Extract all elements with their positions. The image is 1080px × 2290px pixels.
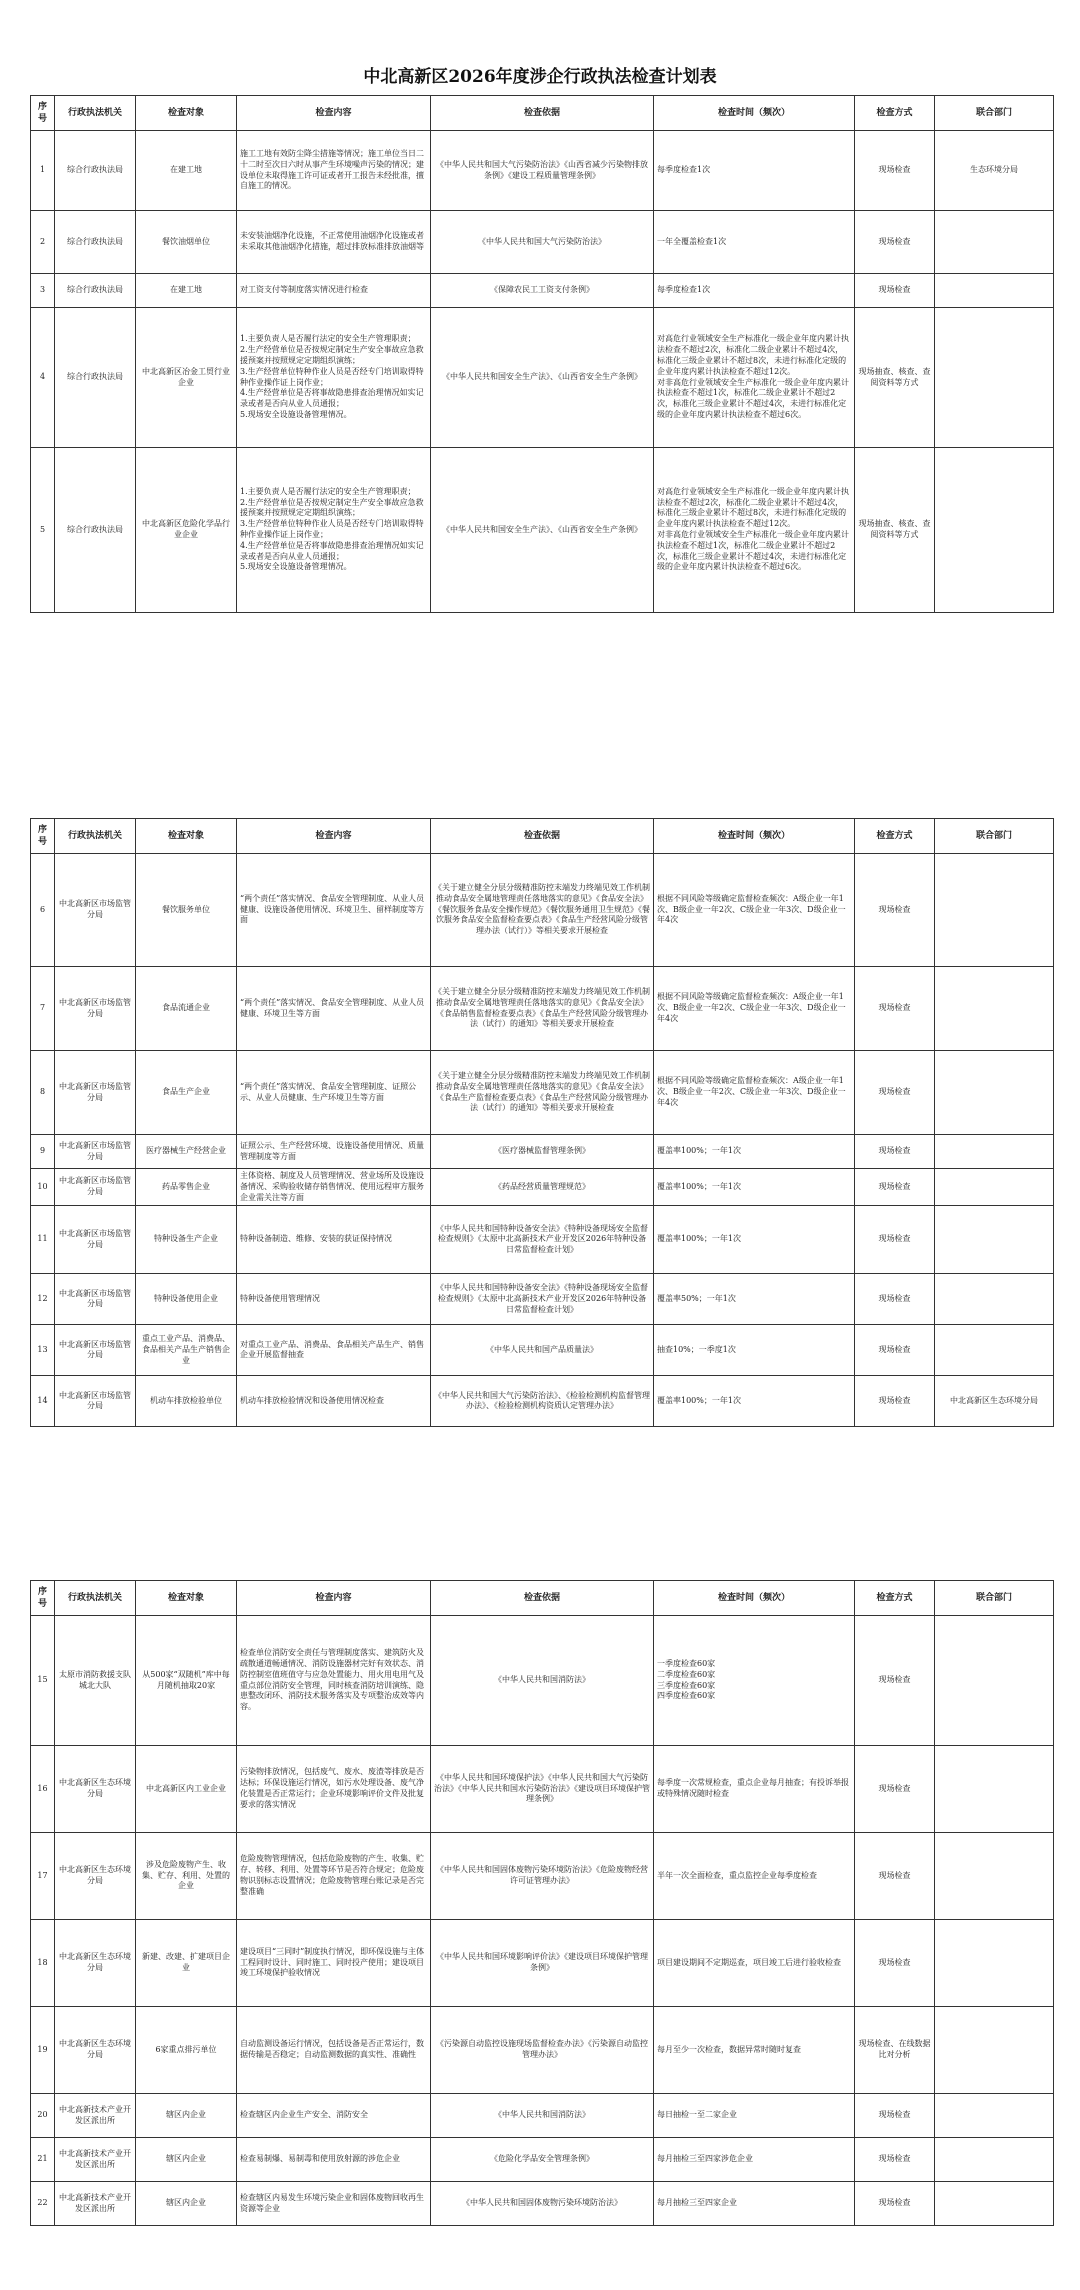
cell-basis: 《关于建立健全分层分级精准防控末端发力终端见效工作机制 推动食品安全属地管理责任落地落实的意见》《食品安全法》《餐饮服务食品安全操作规范》《餐饮服务通用卫生规范》《餐饮服务食品安全监督检查要点表》《食品生产经营风险分级管理办法（试行）》等相关要求开展检查 — [431, 854, 654, 967]
cell-content: 污染物排放情况，包括废气、废水、废渣等排放是否达标；环保设施运行情况，如污水处理设备、废气净化装置是否正常运行；企业环境影响评价文件及批复要求的落实情况 — [237, 1746, 431, 1833]
cell-seq: 4 — [31, 308, 55, 448]
table-row — [31, 1169, 1054, 1206]
cell-dept — [935, 1135, 1054, 1169]
cell-target: 在建工地 — [136, 131, 237, 211]
cell-org: 中北高新区市场监管分局 — [55, 1376, 136, 1427]
cell-org: 太原市消防救援支队城北大队 — [55, 1616, 136, 1746]
cell-seq: 1 — [31, 131, 55, 211]
table-row — [31, 1920, 1054, 2007]
plan-table-part-1 — [30, 95, 1054, 613]
cell-method: 现场抽查、核查、查阅资料等方式 — [855, 308, 935, 448]
table-row — [31, 131, 1054, 211]
column-header: 行政执法机关 — [55, 1581, 136, 1616]
cell-method: 现场检查 — [855, 1206, 935, 1274]
cell-dept — [935, 1616, 1054, 1746]
cell-basis: 《药品经营质量管理规范》 — [431, 1169, 654, 1206]
table-row — [31, 2094, 1054, 2138]
cell-content: “两个责任”落实情况、食品安全管理制度、从业人员健康、环境卫生等方面 — [237, 967, 431, 1051]
cell-org: 中北高新区市场监管分局 — [55, 1051, 136, 1135]
cell-basis: 《保障农民工工资支付条例》 — [431, 274, 654, 308]
cell-basis: 《中华人民共和国固体废物污染环境防治法》 — [431, 2182, 654, 2226]
cell-basis: 《中华人民共和国消防法》 — [431, 1616, 654, 1746]
column-header: 检查时间（频次） — [654, 1581, 855, 1616]
cell-target: 机动车排放检验单位 — [136, 1376, 237, 1427]
cell-dept — [935, 1206, 1054, 1274]
cell-content: 主体资格、制度及人员管理情况、营业场所及设施设备情况、采购验收储存销售情况、使用远程审方服务企业需关注等方面 — [237, 1169, 431, 1206]
cell-content: 建设项目“三同时”制度执行情况，即环保设施与主体工程同时设计、同时施工、同时投产使用；建设项目竣工环境保护验收情况 — [237, 1920, 431, 2007]
column-header: 检查时间（频次） — [654, 819, 855, 854]
column-header: 序号 — [31, 96, 55, 131]
column-header: 检查内容 — [237, 819, 431, 854]
column-header: 检查对象 — [136, 1581, 237, 1616]
cell-target: 食品生产企业 — [136, 1051, 237, 1135]
cell-target: 药品零售企业 — [136, 1169, 237, 1206]
table-row — [31, 1325, 1054, 1376]
column-header: 序号 — [31, 819, 55, 854]
cell-target: 6家重点排污单位 — [136, 2007, 237, 2094]
cell-time: 根据不同风险等级确定监督检查频次：A级企业一年1次、B级企业一年2次、C级企业一年3次、D级企业一年4次 — [654, 1051, 855, 1135]
cell-org: 中北高新技术产业开发区派出所 — [55, 2094, 136, 2138]
cell-seq: 9 — [31, 1135, 55, 1169]
cell-seq: 3 — [31, 274, 55, 308]
cell-seq: 22 — [31, 2182, 55, 2226]
cell-method: 现场检查 — [855, 854, 935, 967]
cell-dept — [935, 1746, 1054, 1833]
cell-time: 每日抽检一至二家企业 — [654, 2094, 855, 2138]
cell-content: 自动监测设备运行情况，包括设备是否正常运行，数据传输是否稳定；自动监测数据的真实性、准确性 — [237, 2007, 431, 2094]
table-row — [31, 2007, 1054, 2094]
table-row — [31, 274, 1054, 308]
table-row — [31, 1833, 1054, 1920]
cell-time: 对高危行业领域安全生产标准化一级企业年度内累计执法检查不超过2次，标准化二级企业累计不超过4次，标准化三级企业累计不超过8次，未进行标准化定级的企业年度内累计执法检查不超过12次。 对非高危行业领域安全生产标准化一级企业年度内累计执法检查不超过1次，标准化二级企业累计不超过2次，标准化三级企业累计不超过4次，未进行标准化定级的企业年度内累计执法检查不超过6次。 — [654, 448, 855, 613]
cell-target: 中北高新区内工业企业 — [136, 1746, 237, 1833]
cell-method: 现场检查 — [855, 2138, 935, 2182]
cell-org: 中北高新区市场监管分局 — [55, 967, 136, 1051]
cell-time: 对高危行业领域安全生产标准化一级企业年度内累计执法检查不超过2次，标准化二级企业累计不超过4次，标准化三级企业累计不超过8次，未进行标准化定级的企业年度内累计执法检查不超过12次。 对非高危行业领域安全生产标准化一级企业年度内累计执法检查不超过1次，标准化二级企业累计不超过2次，标准化三级企业累计不超过4次，未进行标准化定级的企业年度内累计执法检查不超过6次。 — [654, 308, 855, 448]
cell-method: 现场检查、在线数据比对分析 — [855, 2007, 935, 2094]
cell-method: 现场检查 — [855, 1833, 935, 1920]
cell-seq: 14 — [31, 1376, 55, 1427]
cell-content: 证照公示、生产经营环境、设施设备使用情况、质量管理制度等方面 — [237, 1135, 431, 1169]
cell-org: 中北高新区市场监管分局 — [55, 1325, 136, 1376]
cell-method: 现场检查 — [855, 967, 935, 1051]
cell-basis: 《中华人民共和国大气污染防治法》《山西省减少污染物排放条例》《建设工程质量管理条例》 — [431, 131, 654, 211]
cell-seq: 11 — [31, 1206, 55, 1274]
cell-time: 半年一次全面检查，重点监控企业每季度检查 — [654, 1833, 855, 1920]
cell-seq: 6 — [31, 854, 55, 967]
cell-method: 现场检查 — [855, 1169, 935, 1206]
cell-target: 涉及危险废物产生、收集、贮存、利用、处置的企业 — [136, 1833, 237, 1920]
cell-content: 机动车排放检验情况和设备使用情况检查 — [237, 1376, 431, 1427]
cell-org: 中北高新区生态环境分局 — [55, 2007, 136, 2094]
cell-content: 未安装油烟净化设施，不正常使用油烟净化设施或者未采取其他油烟净化措施，超过排放标准排放油烟等 — [237, 211, 431, 274]
cell-target: 辖区内企业 — [136, 2182, 237, 2226]
cell-org: 综合行政执法局 — [55, 308, 136, 448]
cell-content: 施工工地有效防尘降尘措施等情况；施工单位当日二十二时至次日六时从事产生环境噪声污染的情况；建设单位未取得施工许可证或者开工报告未经批准，擅自施工的情况。 — [237, 131, 431, 211]
table-row — [31, 1616, 1054, 1746]
cell-content: 特种设备使用管理情况 — [237, 1274, 431, 1325]
cell-target: 辖区内企业 — [136, 2094, 237, 2138]
cell-content: 1.主要负责人是否履行法定的安全生产管理职责； 2.生产经营单位是否按规定制定生产安全事故应急救援预案并按照规定定期组织演练； 3.生产经营单位特种作业人员是否经专门培训取得特种作业操作证上岗作业； 4.生产经营单位是否将事故隐患排查治理情况如实记录或者是否向从业人员通报； 5.现场安全设施设备管理情况。 — [237, 448, 431, 613]
table-row — [31, 2138, 1054, 2182]
cell-method: 现场检查 — [855, 1746, 935, 1833]
cell-method: 现场检查 — [855, 131, 935, 211]
cell-content: 检查单位消防安全责任与管理制度落实、建筑防火及疏散通道畅通情况、消防设施器材完好有效状态、消防控制室值班值守与应急处置能力、用火用电用气及重点部位消防安全管理，同时核查消防培训演练、隐患整改闭环、消防技术服务落实及专项整治成效等内容。 — [237, 1616, 431, 1746]
cell-content: 检查辖区内企业生产安全、消防安全 — [237, 2094, 431, 2138]
cell-org: 中北高新区生态环境分局 — [55, 1920, 136, 2007]
cell-basis: 《中华人民共和国环境保护法》《中华人民共和国大气污染防治法》《中华人民共和国水污染防治法》《建设项目环境保护管理条例》 — [431, 1746, 654, 1833]
cell-target: 从500家“双随机”库中每月随机抽取20家 — [136, 1616, 237, 1746]
cell-org: 中北高新技术产业开发区派出所 — [55, 2138, 136, 2182]
cell-target: 特种设备生产企业 — [136, 1206, 237, 1274]
cell-seq: 20 — [31, 2094, 55, 2138]
cell-org: 综合行政执法局 — [55, 448, 136, 613]
cell-dept — [935, 1920, 1054, 2007]
cell-target: 新建、改建、扩建项目企业 — [136, 1920, 237, 2007]
column-header: 检查方式 — [855, 819, 935, 854]
table-row — [31, 1376, 1054, 1427]
cell-method: 现场检查 — [855, 1920, 935, 2007]
column-header: 检查时间（频次） — [654, 96, 855, 131]
cell-time: 每季度检查1次 — [654, 131, 855, 211]
cell-content: 危险废物管理情况，包括危险废物的产生、收集、贮存、转移、利用、处置等环节是否符合规定；危险废物识别标志设置情况；危险废物管理台账记录是否完整准确 — [237, 1833, 431, 1920]
cell-dept — [935, 2138, 1054, 2182]
cell-org: 综合行政执法局 — [55, 274, 136, 308]
cell-method: 现场检查 — [855, 1135, 935, 1169]
cell-time: 根据不同风险等级确定监督检查频次：A级企业一年1次、B级企业一年2次、C级企业一年3次、D级企业一年4次 — [654, 854, 855, 967]
column-header: 检查对象 — [136, 819, 237, 854]
table-row — [31, 1051, 1054, 1135]
cell-org: 中北高新区市场监管分局 — [55, 1206, 136, 1274]
cell-method: 现场检查 — [855, 1274, 935, 1325]
cell-basis: 《中华人民共和国特种设备安全法》《特种设备现场安全监督检查规则》《太原中北高新技术产业开发区2026年特种设备日常监督检查计划》 — [431, 1206, 654, 1274]
cell-content: 1.主要负责人是否履行法定的安全生产管理职责； 2.生产经营单位是否按规定制定生产安全事故应急救援预案并按照规定定期组织演练； 3.生产经营单位特种作业人员是否经专门培训取得特种作业操作证上岗作业； 4.生产经营单位是否将事故隐患排查治理情况如实记录或者是否向从业人员通报； 5.现场安全设施设备管理情况。 — [237, 308, 431, 448]
column-header: 检查依据 — [431, 819, 654, 854]
cell-org: 中北高新区市场监管分局 — [55, 1274, 136, 1325]
cell-dept: 中北高新区生态环境分局 — [935, 1376, 1054, 1427]
column-header: 联合部门 — [935, 96, 1054, 131]
cell-org: 综合行政执法局 — [55, 131, 136, 211]
column-header: 检查对象 — [136, 96, 237, 131]
cell-seq: 18 — [31, 1920, 55, 2007]
cell-dept — [935, 274, 1054, 308]
cell-dept — [935, 1833, 1054, 1920]
header-row — [31, 1581, 1054, 1616]
column-header: 联合部门 — [935, 1581, 1054, 1616]
cell-time: 覆盖率100%；一年1次 — [654, 1169, 855, 1206]
cell-basis: 《中华人民共和国特种设备安全法》《特种设备现场安全监督检查规则》《太原中北高新技术产业开发区2026年特种设备日常监督检查计划》 — [431, 1274, 654, 1325]
cell-content: “两个责任”落实情况、食品安全管理制度、从业人员健康、设施设备使用情况、环境卫生、留样制度等方面 — [237, 854, 431, 967]
cell-content: 检查辖区内易发生环境污染企业和固体废物回收再生资源等企业 — [237, 2182, 431, 2226]
table-row — [31, 1746, 1054, 1833]
column-header: 检查方式 — [855, 96, 935, 131]
cell-content: “两个责任”落实情况、食品安全管理制度、证照公示、从业人员健康、生产环境卫生等方面 — [237, 1051, 431, 1135]
cell-time: 每月抽检三至四家涉危企业 — [654, 2138, 855, 2182]
cell-seq: 12 — [31, 1274, 55, 1325]
cell-seq: 5 — [31, 448, 55, 613]
cell-basis: 《中华人民共和国固体废物污染环境防治法》《危险废物经营许可证管理办法》 — [431, 1833, 654, 1920]
cell-method: 现场抽查、核查、查阅资料等方式 — [855, 448, 935, 613]
column-header: 检查内容 — [237, 96, 431, 131]
cell-dept — [935, 967, 1054, 1051]
cell-basis: 《污染源自动监控设施现场监督检查办法》《污染源自动监控管理办法》 — [431, 2007, 654, 2094]
cell-content: 对工资支付等制度落实情况进行检查 — [237, 274, 431, 308]
table-row — [31, 854, 1054, 967]
cell-method: 现场检查 — [855, 274, 935, 308]
cell-target: 餐饮油烟单位 — [136, 211, 237, 274]
page-title: 中北高新区2026年度涉企行政执法检查计划表 — [363, 67, 717, 87]
cell-method: 现场检查 — [855, 211, 935, 274]
cell-org: 中北高新区市场监管分局 — [55, 1135, 136, 1169]
cell-content: 检查易制爆、易制毒和使用放射源的涉危企业 — [237, 2138, 431, 2182]
cell-time: 根据不同风险等级确定监督检查频次：A级企业一年1次、B级企业一年2次、C级企业一年3次、D级企业一年4次 — [654, 967, 855, 1051]
cell-basis: 《关于建立健全分层分级精准防控末端发力终端见效工作机制 推动食品安全属地管理责任落地落实的意见》《食品安全法》《食品生产监督检查要点表》《食品生产经营风险分级管理办法（试行）的通知》等相关要求开展检查 — [431, 1051, 654, 1135]
cell-target: 特种设备使用企业 — [136, 1274, 237, 1325]
cell-dept — [935, 854, 1054, 967]
cell-seq: 10 — [31, 1169, 55, 1206]
column-header: 检查依据 — [431, 96, 654, 131]
cell-time: 每季度检查1次 — [654, 274, 855, 308]
cell-seq: 15 — [31, 1616, 55, 1746]
cell-time: 每月抽检三至四家企业 — [654, 2182, 855, 2226]
cell-basis: 《中华人民共和国安全生产法》、《山西省安全生产条例》 — [431, 448, 654, 613]
cell-org: 中北高新区市场监管分局 — [55, 1169, 136, 1206]
cell-basis: 《中华人民共和国安全生产法》、《山西省安全生产条例》 — [431, 308, 654, 448]
cell-basis: 《危险化学品安全管理条例》 — [431, 2138, 654, 2182]
table-row — [31, 448, 1054, 613]
cell-method: 现场检查 — [855, 2182, 935, 2226]
cell-org: 综合行政执法局 — [55, 211, 136, 274]
cell-dept — [935, 1051, 1054, 1135]
header-row — [31, 819, 1054, 854]
header-row — [31, 96, 1054, 131]
cell-basis: 《医疗器械监督管理条例》 — [431, 1135, 654, 1169]
table-row — [31, 308, 1054, 448]
cell-org: 中北高新区生态环境分局 — [55, 1833, 136, 1920]
cell-dept — [935, 2007, 1054, 2094]
table-row — [31, 967, 1054, 1051]
cell-seq: 21 — [31, 2138, 55, 2182]
cell-target: 中北高新区冶金工贸行业企业 — [136, 308, 237, 448]
cell-dept — [935, 308, 1054, 448]
cell-time: 覆盖率100%；一年1次 — [654, 1206, 855, 1274]
cell-target: 食品流通企业 — [136, 967, 237, 1051]
column-header: 行政执法机关 — [55, 819, 136, 854]
cell-target: 医疗器械生产经营企业 — [136, 1135, 237, 1169]
cell-target: 在建工地 — [136, 274, 237, 308]
cell-seq: 7 — [31, 967, 55, 1051]
cell-time: 抽查10%；一季度1次 — [654, 1325, 855, 1376]
cell-time: 覆盖率100%；一年1次 — [654, 1376, 855, 1427]
table-row — [31, 211, 1054, 274]
cell-seq: 8 — [31, 1051, 55, 1135]
cell-org: 中北高新区市场监管分局 — [55, 854, 136, 967]
cell-seq: 19 — [31, 2007, 55, 2094]
cell-time: 一年全覆盖检查1次 — [654, 211, 855, 274]
cell-basis: 《中华人民共和国消防法》 — [431, 2094, 654, 2138]
cell-dept — [935, 448, 1054, 613]
table-row — [31, 1274, 1054, 1325]
table-row — [31, 1206, 1054, 1274]
cell-dept — [935, 2182, 1054, 2226]
cell-basis: 《关于建立健全分层分级精准防控末端发力终端见效工作机制 推动食品安全属地管理责任落地落实的意见》《食品安全法》《食品销售监督检查要点表》《食品生产经营风险分级管理办法（试行）的通知》等相关要求开展检查 — [431, 967, 654, 1051]
cell-time: 一季度检查60家 二季度检查60家 三季度检查60家 四季度检查60家 — [654, 1616, 855, 1746]
cell-target: 中北高新区危险化学品行业企业 — [136, 448, 237, 613]
cell-target: 重点工业产品、消费品、食品相关产品生产销售企业 — [136, 1325, 237, 1376]
cell-target: 餐饮服务单位 — [136, 854, 237, 967]
table-row — [31, 1135, 1054, 1169]
cell-org: 中北高新技术产业开发区派出所 — [55, 2182, 136, 2226]
table-row — [31, 2182, 1054, 2226]
cell-method: 现场检查 — [855, 1376, 935, 1427]
cell-basis: 《中华人民共和国大气污染防治法》 — [431, 211, 654, 274]
cell-dept — [935, 1169, 1054, 1206]
column-header: 联合部门 — [935, 819, 1054, 854]
cell-content: 对重点工业产品、消费品、食品相关产品生产、销售企业开展监督抽查 — [237, 1325, 431, 1376]
cell-basis: 《中华人民共和国产品质量法》 — [431, 1325, 654, 1376]
cell-time: 项目建设期间不定期巡查，项目竣工后进行验收检查 — [654, 1920, 855, 2007]
plan-table-part-2 — [30, 818, 1054, 1427]
column-header: 检查内容 — [237, 1581, 431, 1616]
cell-dept — [935, 211, 1054, 274]
cell-dept: 生态环境分局 — [935, 131, 1054, 211]
cell-dept — [935, 2094, 1054, 2138]
cell-dept — [935, 1325, 1054, 1376]
cell-method: 现场检查 — [855, 1051, 935, 1135]
cell-org: 中北高新区生态环境分局 — [55, 1746, 136, 1833]
cell-content: 特种设备制造、维修、安装的获证保持情况 — [237, 1206, 431, 1274]
cell-time: 覆盖率50%；一年1次 — [654, 1274, 855, 1325]
column-header: 检查方式 — [855, 1581, 935, 1616]
cell-seq: 2 — [31, 211, 55, 274]
cell-basis: 《中华人民共和国环境影响评价法》《建设项目环境保护管理条例》 — [431, 1920, 654, 2007]
cell-basis: 《中华人民共和国大气污染防治法》、《检验检测机构监督管理办法》、《检验检测机构资质认定管理办法》 — [431, 1376, 654, 1427]
column-header: 检查依据 — [431, 1581, 654, 1616]
cell-target: 辖区内企业 — [136, 2138, 237, 2182]
cell-seq: 13 — [31, 1325, 55, 1376]
cell-method: 现场检查 — [855, 1616, 935, 1746]
cell-method: 现场检查 — [855, 1325, 935, 1376]
cell-time: 覆盖率100%；一年1次 — [654, 1135, 855, 1169]
column-header: 序号 — [31, 1581, 55, 1616]
cell-seq: 17 — [31, 1833, 55, 1920]
cell-time: 每月至少一次检查，数据异常时随时复查 — [654, 2007, 855, 2094]
cell-time: 每季度一次常规检查，重点企业每月抽查；有投诉举报或特殊情况随时检查 — [654, 1746, 855, 1833]
column-header: 行政执法机关 — [55, 96, 136, 131]
plan-table-part-3 — [30, 1580, 1054, 2226]
cell-dept — [935, 1274, 1054, 1325]
cell-method: 现场检查 — [855, 2094, 935, 2138]
cell-seq: 16 — [31, 1746, 55, 1833]
